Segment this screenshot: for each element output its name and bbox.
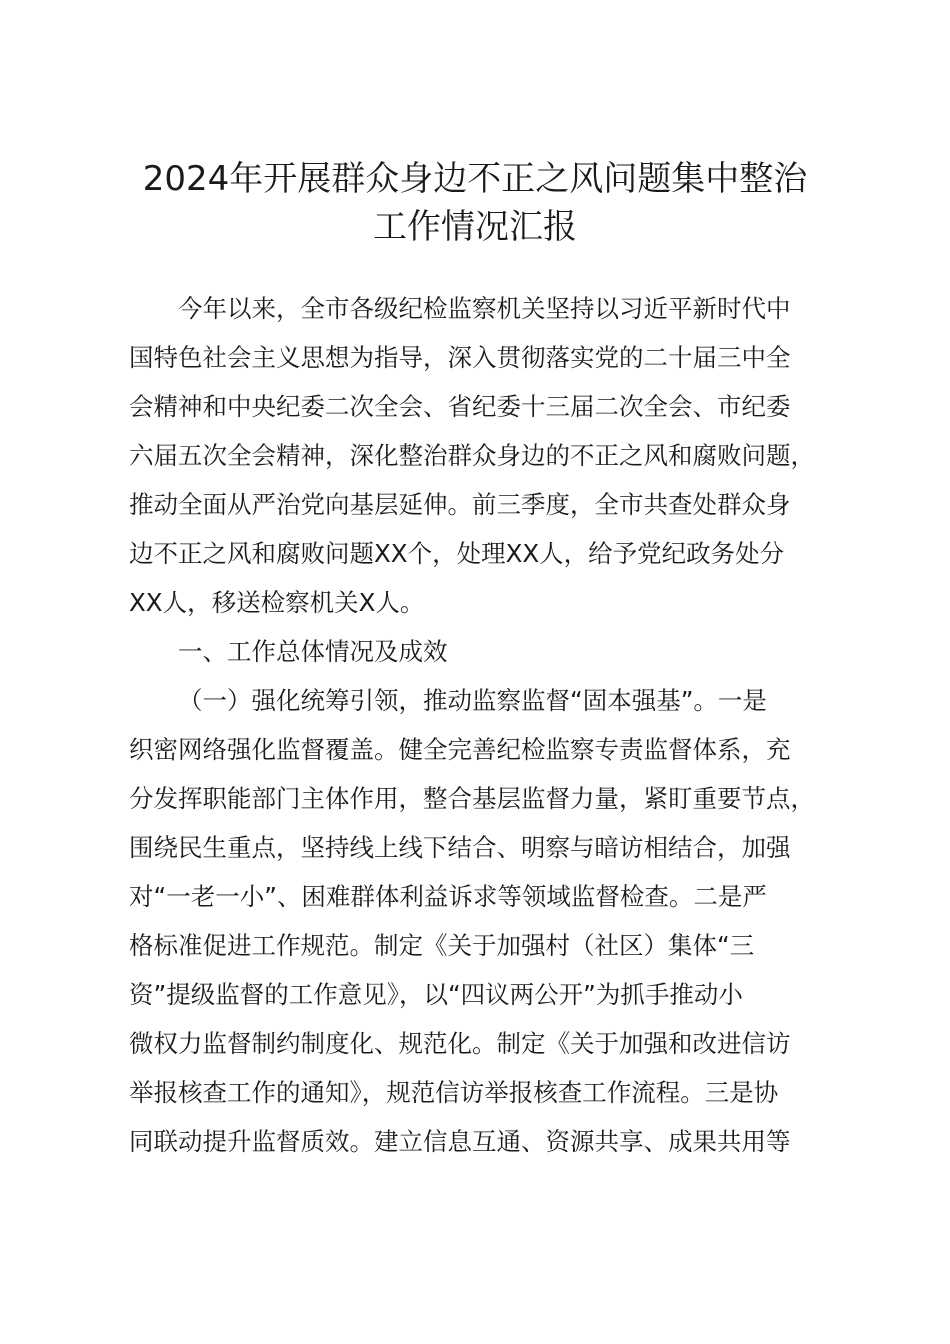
document-title-line-2: 工作情况汇报: [373, 207, 577, 247]
paragraph-line: 织密网络强化监督覆盖。健全完善纪检监察专责监督体系，充: [129, 735, 791, 764]
paragraph-line: （一）强化统筹引领，推动监察监督“固本强基”。一是: [178, 686, 767, 715]
paragraph-line: 微权力监督制约制度化、规范化。制定《关于加强和改进信访: [129, 1029, 791, 1058]
paragraph-line: XX人，移送检察机关X人。: [129, 588, 425, 617]
paragraph-line: 推动全面从严治党向基层延伸。前三季度，全市共查处群众身: [129, 490, 791, 519]
paragraph-line: 格标准促进工作规范。制定《关于加强村（社区）集体“三: [129, 931, 755, 960]
paragraph-line: 分发挥职能部门主体作用，整合基层监督力量，紧盯重要节点，: [129, 784, 815, 813]
paragraph-line: 会精神和中央纪委二次全会、省纪委十三届二次全会、市纪委: [129, 392, 791, 421]
paragraph-line: 围绕民生重点，坚持线上线下结合、明察与暗访相结合，加强: [129, 833, 791, 862]
paragraph-line: 举报核查工作的通知》，规范信访举报核查工作流程。三是协: [129, 1078, 779, 1107]
paragraph-line: 资”提级监督的工作意见》，以“四议两公开”为抓手推动小: [129, 980, 743, 1009]
paragraph-line: 六届五次全会精神，深化整治群众身边的不正之风和腐败问题，: [129, 441, 815, 470]
section-heading: 一、工作总体情况及成效: [178, 637, 448, 666]
paragraph-line: 对“一老一小”、困难群体利益诉求等领域监督检查。二是严: [129, 882, 767, 911]
paragraph-line: 今年以来，全市各级纪检监察机关坚持以习近平新时代中: [178, 294, 791, 323]
paragraph-line: 国特色社会主义思想为指导，深入贯彻落实党的二十届三中全: [129, 343, 791, 372]
document-title-line-1: 2024年开展群众身边不正之风问题集中整治: [142, 159, 808, 199]
paragraph-line: 边不正之风和腐败问题XX个，处理XX人，给予党纪政务处分: [129, 539, 785, 568]
document-body: [129, 284, 869, 1166]
paragraph-line: 同联动提升监督质效。建立信息互通、资源共享、成果共用等: [129, 1127, 791, 1156]
